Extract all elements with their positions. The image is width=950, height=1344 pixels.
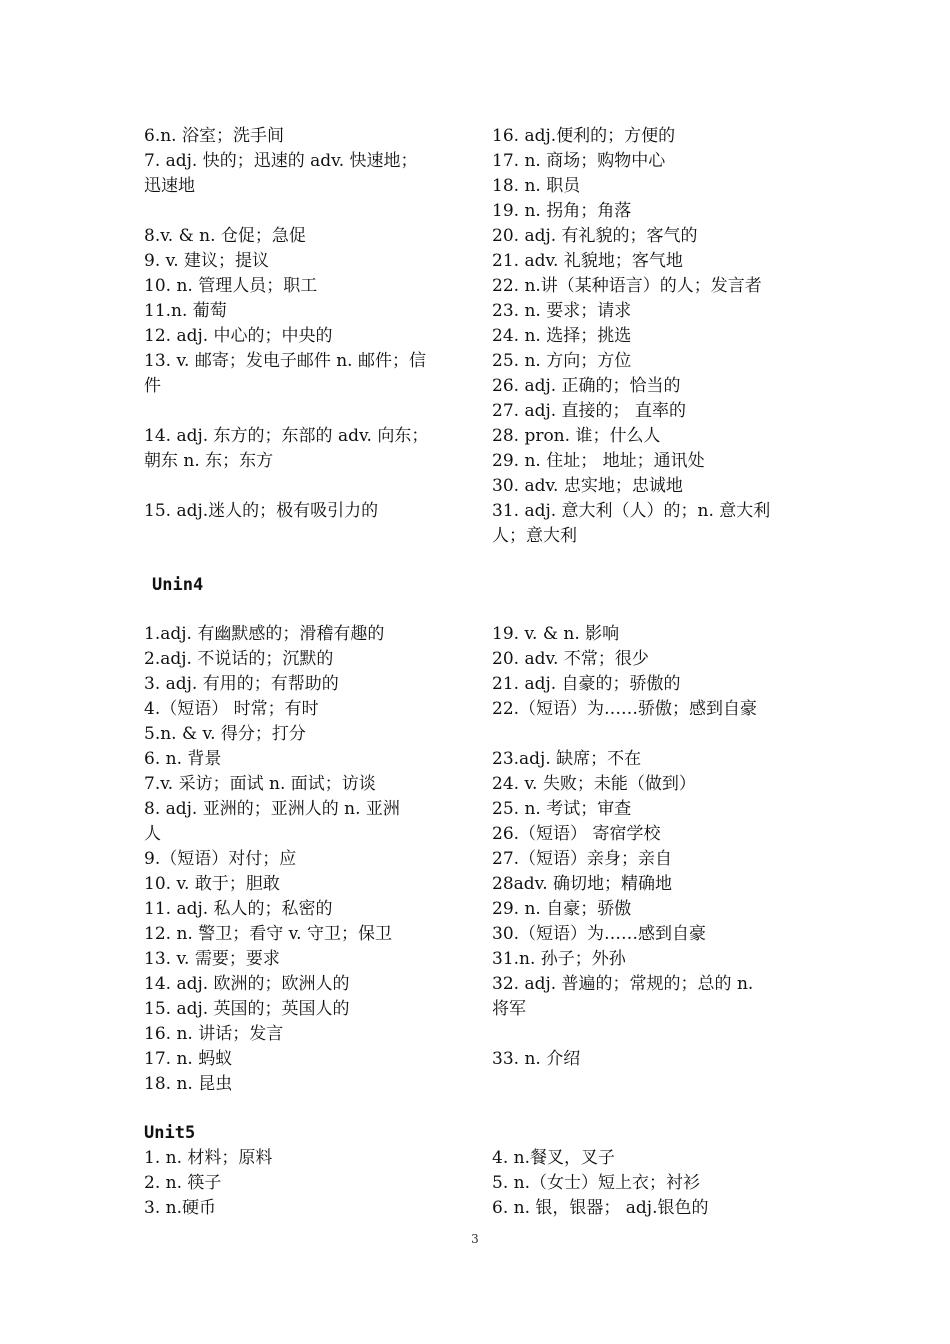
vocab-line bbox=[144, 474, 464, 499]
vocab-line: 29. n. 住址； 地址；通讯处 bbox=[492, 451, 705, 471]
unit5-right-column bbox=[492, 1146, 822, 1221]
vocab-line bbox=[144, 399, 464, 424]
vocab-line: 迅速地 bbox=[144, 176, 195, 196]
vocab-line: 23. n. 要求；请求 bbox=[492, 301, 632, 321]
vocab-line: 23.adj. 缺席；不在 bbox=[492, 749, 642, 769]
vocab-line: 将军 bbox=[492, 999, 526, 1019]
vocab-line: 20. adj. 有礼貌的；客气的 bbox=[492, 226, 698, 246]
vocab-line: 27.（短语）亲身；亲自 bbox=[492, 849, 673, 869]
vocab-line: 15. adj. 英国的；英国人的 bbox=[144, 999, 350, 1019]
unit4-left-column bbox=[144, 622, 464, 1097]
vocab-line: 4. n.餐叉，叉子 bbox=[492, 1148, 615, 1168]
vocab-line: 件 bbox=[144, 376, 161, 396]
vocab-line: 27. adj. 直接的； 直率的 bbox=[492, 401, 686, 421]
vocab-line: 21. adv. 礼貌地；客气地 bbox=[492, 251, 683, 271]
vocab-line: 28adv. 确切地；精确地 bbox=[492, 874, 673, 894]
vocab-line: 16. n. 讲话；发言 bbox=[144, 1024, 284, 1044]
vocab-line: 17. n. 蚂蚁 bbox=[144, 1049, 233, 1069]
unit4-heading: Unin4 bbox=[152, 575, 204, 595]
vocab-line: 11. adj. 私人的；私密的 bbox=[144, 899, 333, 919]
vocab-line: 19. n. 拐角；角落 bbox=[492, 201, 632, 221]
vocab-line: 2. n. 筷子 bbox=[144, 1173, 222, 1193]
vocab-line: 25. n. 方向；方位 bbox=[492, 351, 632, 371]
block1-left-column bbox=[144, 124, 464, 524]
vocab-line: 朝东 n. 东；东方 bbox=[144, 451, 274, 471]
vocab-line: 12. adj. 中心的；中央的 bbox=[144, 326, 333, 346]
block1-right-column bbox=[492, 124, 822, 549]
vocab-line: 30. adv. 忠实地；忠诚地 bbox=[492, 476, 683, 496]
vocab-line: 6. n. 背景 bbox=[144, 749, 222, 769]
vocab-line bbox=[144, 199, 464, 224]
vocab-line: 1.adj. 有幽默感的；滑稽有趣的 bbox=[144, 624, 385, 644]
unit5-heading: Unit5 bbox=[144, 1123, 196, 1143]
vocab-line: 17. n. 商场；购物中心 bbox=[492, 151, 666, 171]
vocab-line: 4.（短语） 时常；有时 bbox=[144, 699, 319, 719]
vocab-line: 31. adj. 意大利（人）的；n. 意大利 bbox=[492, 501, 771, 521]
vocab-line: 24. n. 选择；挑选 bbox=[492, 326, 632, 346]
vocab-line: 15. adj.迷人的；极有吸引力的 bbox=[144, 501, 379, 521]
vocab-line: 25. n. 考试；审查 bbox=[492, 799, 632, 819]
vocab-line bbox=[492, 1022, 822, 1047]
vocab-line: 13. v. 邮寄；发电子邮件 n. 邮件；信 bbox=[144, 351, 426, 371]
vocab-line: 19. v. & n. 影响 bbox=[492, 624, 620, 644]
vocab-line: 16. adj.便利的；方便的 bbox=[492, 126, 676, 146]
vocab-line: 9. v. 建议；提议 bbox=[144, 251, 270, 271]
vocab-line: 32. adj. 普遍的；常规的；总的 n. bbox=[492, 974, 754, 994]
vocab-line: 8.v. & n. 仓促；急促 bbox=[144, 226, 306, 246]
vocab-line: 26. adj. 正确的；恰当的 bbox=[492, 376, 681, 396]
vocab-line: 7.v. 采访；面试 n. 面试；访谈 bbox=[144, 774, 376, 794]
vocab-line: 33. n. 介绍 bbox=[492, 1049, 581, 1069]
vocab-line: 6. n. 银，银器； adj.银色的 bbox=[492, 1198, 709, 1218]
vocab-line: 12. n. 警卫；看守 v. 守卫；保卫 bbox=[144, 924, 392, 944]
vocab-line: 18. n. 昆虫 bbox=[144, 1074, 233, 1094]
vocab-line: 5.n. & v. 得分；打分 bbox=[144, 724, 306, 744]
vocab-line: 28. pron. 谁；什么人 bbox=[492, 426, 661, 446]
vocab-line: 30.（短语）为……感到自豪 bbox=[492, 924, 707, 944]
vocab-line: 人 bbox=[144, 824, 161, 844]
vocab-line: 1. n. 材料；原料 bbox=[144, 1148, 273, 1168]
vocab-line: 3. adj. 有用的；有帮助的 bbox=[144, 674, 339, 694]
vocab-line: 29. n. 自豪；骄傲 bbox=[492, 899, 632, 919]
vocab-line bbox=[492, 722, 822, 747]
vocab-line: 14. adj. 东方的；东部的 adv. 向东； bbox=[144, 426, 429, 446]
vocab-line: 人；意大利 bbox=[492, 526, 577, 546]
vocab-line: 10. v. 敢于；胆敢 bbox=[144, 874, 280, 894]
unit5-left-column bbox=[144, 1146, 464, 1221]
vocab-line: 20. adv. 不常；很少 bbox=[492, 649, 649, 669]
vocab-line: 2.adj. 不说话的；沉默的 bbox=[144, 649, 334, 669]
vocab-line: 24. v. 失败；未能（做到） bbox=[492, 774, 696, 794]
vocab-line: 9.（短语）对付；应 bbox=[144, 849, 297, 869]
vocab-line: 5. n.（女士）短上衣；衬衫 bbox=[492, 1173, 700, 1193]
vocab-line: 10. n. 管理人员；职工 bbox=[144, 276, 318, 296]
vocab-line: 11.n. 葡萄 bbox=[144, 301, 227, 321]
vocab-line: 21. adj. 自豪的；骄傲的 bbox=[492, 674, 681, 694]
vocab-line: 8. adj. 亚洲的；亚洲人的 n. 亚洲 bbox=[144, 799, 400, 819]
vocab-line: 22.（短语）为……骄傲；感到自豪 bbox=[492, 699, 758, 719]
unit4-right-column bbox=[492, 622, 822, 1072]
vocab-line: 26.（短语） 寄宿学校 bbox=[492, 824, 661, 844]
vocab-line: 3. n.硬币 bbox=[144, 1198, 216, 1218]
vocab-line: 22. n.讲（某种语言）的人；发言者 bbox=[492, 276, 762, 296]
vocab-line: 6.n. 浴室；洗手间 bbox=[144, 126, 284, 146]
vocab-line: 18. n. 职员 bbox=[492, 176, 581, 196]
vocab-line: 7. adj. 快的；迅速的 adv. 快速地； bbox=[144, 151, 418, 171]
vocab-line: 14. adj. 欧洲的；欧洲人的 bbox=[144, 974, 350, 994]
vocab-line: 31.n. 孙子；外孙 bbox=[492, 949, 626, 969]
vocab-line: 13. v. 需要；要求 bbox=[144, 949, 280, 969]
page-number: 3 bbox=[471, 1232, 479, 1246]
